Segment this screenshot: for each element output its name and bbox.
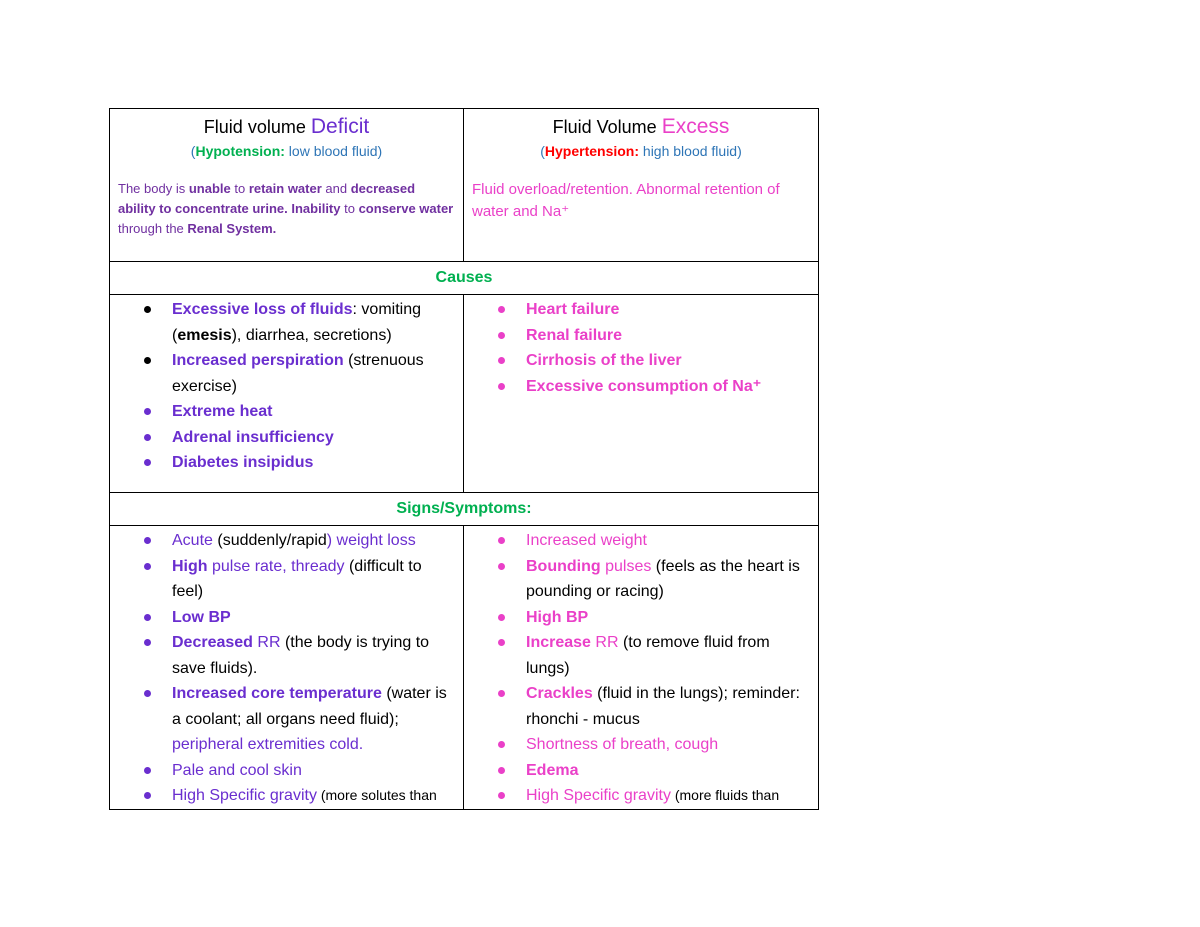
text-run: High <box>172 557 208 575</box>
excess-sign-item <box>464 630 818 681</box>
text-run: (to remove fluid from lungs) <box>526 634 770 677</box>
excess-sign-item <box>464 605 818 631</box>
text-run: Increased core temperature <box>172 685 382 702</box>
text-run: Low BP <box>172 608 231 626</box>
text-run: RR <box>252 634 281 651</box>
text-run: Bounding <box>526 557 601 575</box>
excess-sign-item <box>464 554 818 605</box>
deficit-signs-list <box>110 526 463 809</box>
text-run: Extreme heat <box>172 403 273 420</box>
excess-signs-cell <box>464 526 819 810</box>
bullet-icon <box>498 792 505 799</box>
deficit-header-cell <box>110 109 464 262</box>
excess-title <box>464 115 818 139</box>
text-run: Edema <box>526 761 579 779</box>
deficit-sub-open: ( <box>190 143 196 159</box>
excess-cause-item <box>464 374 818 400</box>
excess-title-keyword: Excess <box>661 115 730 138</box>
deficit-cause-item <box>110 399 463 425</box>
text-run: : vomiting ( <box>172 301 421 344</box>
bullet-icon <box>144 614 151 621</box>
text-run: High Specific gravity <box>172 787 317 804</box>
bullet-icon <box>498 537 505 544</box>
text-run: Acute <box>172 532 213 549</box>
deficit-causes-cell <box>110 295 464 493</box>
deficit-subtitle <box>110 143 463 159</box>
excess-causes-cell <box>464 295 819 493</box>
description-run: Renal System. <box>187 221 277 236</box>
description-run: unable <box>188 181 231 196</box>
bullet-icon <box>144 767 151 774</box>
bullet-icon <box>498 306 505 313</box>
text-run: (suddenly/rapid <box>212 532 327 549</box>
text-run: (fluid in the lungs); reminder: rhonchi - mucus <box>526 685 800 728</box>
bullet-icon <box>498 332 505 339</box>
bullet-icon <box>144 792 151 799</box>
description-run: conserve water <box>358 201 454 216</box>
deficit-sign-item <box>110 605 463 631</box>
deficit-cause-item <box>110 450 463 476</box>
text-run: Crackles <box>526 685 593 702</box>
text-run: High Specific gravity <box>526 787 671 804</box>
deficit-causes-list <box>110 295 463 476</box>
text-run: pulse rate, thready <box>207 557 345 575</box>
description-run: to <box>340 201 359 216</box>
deficit-sign-item <box>110 783 463 809</box>
text-run: High BP <box>526 608 589 626</box>
causes-heading: Causes <box>110 262 819 295</box>
deficit-sign-item <box>110 681 463 758</box>
text-run: Increased perspiration <box>172 352 344 369</box>
deficit-sign-item <box>110 528 463 554</box>
bullet-icon <box>498 639 505 646</box>
text-run: Cirrhosis of the liver <box>526 352 682 369</box>
text-run: (difficult to feel) <box>172 557 422 600</box>
text-run: emesis <box>177 326 232 344</box>
bullet-icon <box>498 614 505 621</box>
text-run: ) weight loss <box>326 532 416 549</box>
text-run: Heart failure <box>526 301 620 318</box>
excess-sign-item <box>464 528 818 554</box>
deficit-title-text: Fluid volume <box>203 117 311 137</box>
deficit-sign-item <box>110 554 463 605</box>
text-run: Excessive loss of fluids <box>172 301 353 318</box>
text-run: (more fluids than <box>670 787 780 803</box>
description-run: decreased ability to concentrate urine. Inability <box>118 181 416 216</box>
deficit-cause-item <box>110 425 463 451</box>
excess-cause-item <box>464 348 818 374</box>
bullet-icon <box>498 357 505 364</box>
text-run: (water is a coolant; all organs need fluid); <box>172 685 447 728</box>
excess-sign-item <box>464 758 818 784</box>
bullet-icon <box>498 741 505 748</box>
hypotension-label: Hypotension: <box>195 143 285 159</box>
signs-heading: Signs/Symptoms: <box>110 493 819 526</box>
description-run: retain water <box>248 181 322 196</box>
deficit-signs-cell <box>110 526 464 810</box>
bullet-icon <box>498 767 505 774</box>
bullet-icon <box>144 357 151 364</box>
bullet-icon <box>144 639 151 646</box>
text-run: Decreased <box>172 634 253 651</box>
text-run: (feels as the heart is pounding or racing) <box>526 557 800 600</box>
description-run: and <box>321 181 351 196</box>
text-run: Shortness of breath, cough <box>526 736 719 753</box>
excess-sub-rest: high blood fluid) <box>639 143 742 159</box>
text-run: peripheral extremities cold. <box>172 736 364 753</box>
text-run: Diabetes insipidus <box>172 454 314 471</box>
bullet-icon <box>498 563 505 570</box>
excess-cause-item <box>464 297 818 323</box>
text-run: (strenuous exercise) <box>172 352 424 395</box>
bullet-icon <box>498 383 505 390</box>
excess-sign-item <box>464 732 818 758</box>
bullet-icon <box>498 690 505 697</box>
excess-signs-list <box>464 526 818 809</box>
excess-description: Fluid overload/retention. Abnormal retention of water and Na⁺ <box>472 181 780 220</box>
bullet-icon <box>144 434 151 441</box>
deficit-cause-item <box>110 348 463 399</box>
excess-sign-item <box>464 681 818 732</box>
excess-title-text: Fluid Volume <box>552 117 662 137</box>
text-run: Renal failure <box>526 326 623 344</box>
bullet-icon <box>144 408 151 415</box>
text-run: ), diarrhea, secretions) <box>231 326 392 344</box>
bullet-icon <box>144 690 151 697</box>
bullet-icon <box>144 563 151 570</box>
text-run: Adrenal insufficiency <box>172 428 334 446</box>
deficit-sign-item <box>110 758 463 784</box>
text-run: (the body is trying to save fluids). <box>172 634 430 677</box>
excess-causes-list <box>464 295 818 399</box>
excess-sign-item <box>464 783 818 809</box>
excess-header-cell <box>464 109 819 262</box>
text-run: Increased weight <box>526 532 647 549</box>
deficit-title-keyword: Deficit <box>310 115 370 138</box>
description-run: to <box>230 181 249 196</box>
text-run: Excessive consumption of Na⁺ <box>526 377 762 395</box>
text-run: pulses <box>600 557 652 575</box>
text-run: RR <box>590 634 619 651</box>
deficit-cause-item <box>110 297 463 348</box>
deficit-title <box>110 115 463 139</box>
deficit-sign-item <box>110 630 463 681</box>
fluid-volume-table <box>109 108 819 810</box>
description-run: The body is <box>118 181 189 196</box>
hypertension-label: Hypertension: <box>544 143 640 159</box>
description-run: through the <box>118 221 188 236</box>
deficit-sub-rest: low blood fluid) <box>284 143 383 159</box>
bullet-icon <box>144 537 151 544</box>
excess-subtitle <box>464 143 818 159</box>
excess-cause-item <box>464 323 818 349</box>
bullet-icon <box>144 459 151 466</box>
deficit-description <box>110 179 463 239</box>
text-run: Pale and cool skin <box>172 761 302 779</box>
text-run: (more solutes than <box>316 787 437 803</box>
excess-sub-open: ( <box>540 143 545 159</box>
bullet-icon <box>144 306 151 313</box>
text-run: Increase <box>526 634 591 651</box>
